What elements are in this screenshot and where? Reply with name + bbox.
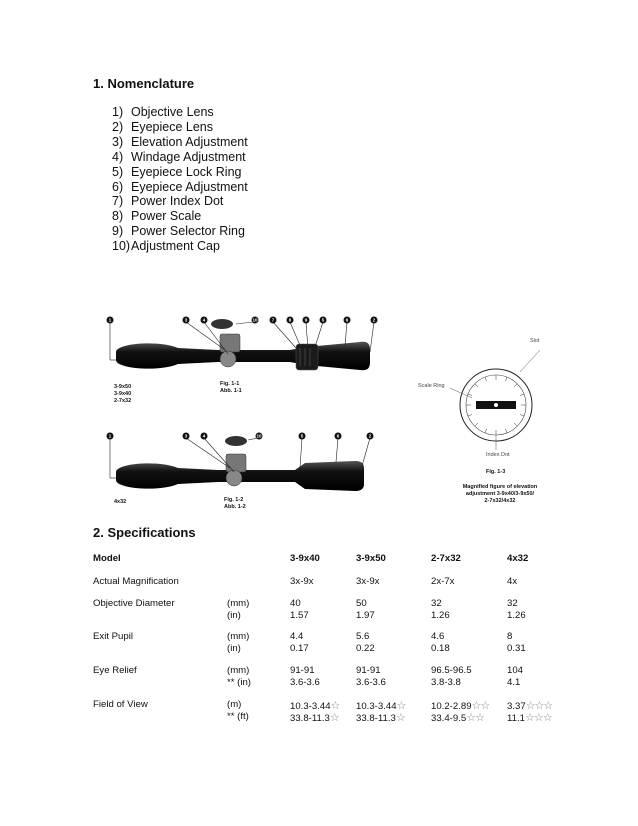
- index-dot-label: Index Dot: [486, 452, 510, 458]
- elevation-dial: [460, 369, 532, 441]
- slot-label: Slot: [530, 338, 540, 344]
- list-item: [112, 180, 248, 195]
- list-item: [112, 165, 248, 180]
- callout-number: 4: [202, 433, 206, 439]
- scale-ring-label: Scale Ring: [418, 383, 445, 389]
- fov-m-value: 10.3-3.44: [290, 701, 331, 712]
- callout-number: 6: [336, 433, 340, 439]
- fig3-description: adjustment 3-9x40/3-9x50/: [465, 491, 535, 497]
- spec-unit: (mm): [227, 631, 250, 642]
- star-icon: ☆: [329, 712, 339, 724]
- star-icon: ☆☆☆: [524, 712, 552, 724]
- spec-label: Actual Magnification: [93, 576, 179, 587]
- fov-ft-value: 33.8-11.3: [290, 713, 330, 724]
- spec-value: 0.17: [290, 643, 309, 654]
- callout-number: 1: [108, 433, 112, 439]
- spec-value: 96.5-96.5: [431, 665, 472, 676]
- spec-value: 40: [290, 598, 301, 609]
- callout-number: 6: [345, 317, 349, 323]
- model-label: 3-9x50: [114, 384, 132, 390]
- figure-caption: Fig. 1-3: [486, 469, 506, 475]
- item-label: Eyepiece Lens: [131, 119, 214, 134]
- spec-unit: ** (ft): [227, 711, 249, 722]
- item-label: Power Selector Ring: [131, 224, 245, 239]
- list-item: [112, 105, 248, 120]
- item-number: 6): [112, 179, 124, 194]
- spec-value: 4.1: [507, 677, 521, 688]
- specifications-title: 2. Specifications: [93, 525, 196, 540]
- item-label: Windage Adjustment: [131, 149, 246, 164]
- fov-ft-value: 11.1: [507, 713, 525, 724]
- fov-m-value: 10.3-3.44: [356, 701, 397, 712]
- callout-number: 10: [252, 317, 258, 323]
- scope-figures: [100, 310, 560, 520]
- star-icon: ☆☆: [471, 700, 490, 712]
- spec-header-col: 2-7x32: [431, 553, 461, 564]
- spec-unit: (mm): [227, 665, 250, 676]
- spec-header-col: 3-9x40: [290, 553, 320, 564]
- item-number: 10): [112, 239, 131, 254]
- callout-number: 9: [304, 317, 308, 323]
- spec-value: [356, 711, 405, 724]
- callout-number: 10: [256, 433, 262, 439]
- scope-fig1-2: [116, 433, 364, 491]
- scope-fig1-1: [116, 319, 370, 370]
- spec-value: 5.6: [356, 631, 370, 642]
- item-number: 3): [112, 134, 124, 149]
- fov-m-value: 3.37: [507, 701, 526, 712]
- spec-value: 8: [507, 631, 513, 642]
- spec-value: 2x-7x: [431, 576, 455, 587]
- item-label: Adjustment Cap: [131, 239, 220, 254]
- callout-number: 5: [321, 317, 325, 323]
- callout-dots-fig1-1: [107, 317, 378, 324]
- model-label: 2-7x32: [114, 398, 132, 404]
- spec-value: 32: [431, 598, 442, 609]
- figure-caption: Fig. 1-1: [220, 381, 240, 387]
- spec-value: 1.26: [507, 610, 526, 621]
- spec-header-col: 4x32: [507, 553, 529, 564]
- fig3-description: 2-7x32/4x32: [484, 498, 516, 504]
- spec-value: 32: [507, 598, 518, 609]
- spec-value: 91-91: [290, 665, 315, 676]
- callout-number: 7: [271, 317, 275, 323]
- model-label: 4x32: [114, 499, 127, 505]
- callout-number: 1: [108, 317, 112, 323]
- spec-unit: (in): [227, 643, 241, 654]
- spec-value: 0.18: [431, 643, 450, 654]
- callout-number: 3: [184, 317, 188, 323]
- spec-value: 1.57: [290, 610, 309, 621]
- figure-caption: Fig. 1-2: [224, 497, 244, 503]
- callout-numbers-fig1-1: [109, 318, 376, 323]
- spec-value: 3.6-3.6: [290, 677, 320, 688]
- list-item: [112, 194, 248, 209]
- spec-header-model: Model: [93, 553, 121, 564]
- spec-value: 1.97: [356, 610, 375, 621]
- nomenclature-list: [112, 105, 248, 254]
- fov-ft-value: 33.8-11.3: [356, 713, 396, 724]
- spec-value: [290, 711, 339, 724]
- spec-unit: (in): [227, 610, 241, 621]
- item-label: Objective Lens: [131, 105, 214, 119]
- fov-m-value: 10.2-2.89: [431, 701, 472, 712]
- spec-value: 0.22: [356, 643, 375, 654]
- callout-number: 2: [372, 317, 376, 323]
- fov-ft-value: 33.4-9.5: [431, 713, 467, 724]
- spec-value: [431, 711, 484, 724]
- spec-value: 50: [356, 598, 367, 609]
- item-label: Eyepiece Adjustment: [131, 179, 248, 194]
- spec-unit: (mm): [227, 598, 250, 609]
- spec-value: 3x-9x: [356, 576, 380, 587]
- spec-label: Eye Relief: [93, 665, 137, 676]
- callout-number: 5: [300, 433, 304, 439]
- list-item: [112, 120, 248, 135]
- star-icon: ☆: [395, 712, 405, 724]
- item-label: Eyepiece Lock Ring: [131, 164, 242, 179]
- figure-abb: Abb. 1-1: [220, 388, 242, 394]
- spec-value: 3x-9x: [290, 576, 314, 587]
- item-label: Power Scale: [131, 209, 202, 224]
- item-number: 5): [112, 164, 124, 179]
- list-item: [112, 135, 248, 150]
- spec-value: 4.4: [290, 631, 304, 642]
- list-item: [112, 209, 248, 224]
- item-number: 2): [112, 119, 124, 134]
- spec-value: 0.31: [507, 643, 526, 654]
- spec-unit: ** (in): [227, 677, 251, 688]
- star-icon: ☆☆☆: [525, 700, 553, 712]
- item-number: 8): [112, 209, 124, 224]
- spec-label: Field of View: [93, 699, 148, 710]
- item-label: Power Index Dot: [131, 194, 224, 209]
- spec-value: 4x: [507, 576, 518, 587]
- spec-value: 3.6-3.6: [356, 677, 386, 688]
- item-number: 7): [112, 194, 124, 209]
- spec-value: 3.8-3.8: [431, 677, 461, 688]
- fig3-description: Magnified figure of elevation: [462, 484, 538, 490]
- spec-value: 1.26: [431, 610, 450, 621]
- star-icon: ☆: [396, 700, 406, 712]
- callout-number: 2: [368, 433, 372, 439]
- item-number: 9): [112, 224, 124, 239]
- nomenclature-title: 1. Nomenclature: [93, 76, 195, 91]
- callout-number: 8: [288, 317, 292, 323]
- star-icon: ☆☆: [466, 712, 484, 724]
- item-label: Elevation Adjustment: [131, 134, 248, 149]
- model-label: 3-9x40: [114, 391, 132, 397]
- list-item: [112, 239, 248, 254]
- star-icon: ☆: [330, 700, 340, 712]
- spec-unit: (m): [227, 699, 242, 710]
- callout-number: 4: [202, 317, 206, 323]
- list-item: [112, 150, 248, 165]
- item-number: 4): [112, 149, 124, 164]
- spec-label: Objective Diameter: [93, 598, 175, 609]
- spec-value: 104: [507, 665, 524, 676]
- callout-number: 3: [184, 433, 188, 439]
- list-item: [112, 224, 248, 239]
- figure-abb: Abb. 1-2: [224, 504, 246, 510]
- spec-header-col: 3-9x50: [356, 553, 386, 564]
- spec-value: [507, 711, 552, 724]
- spec-label: Exit Pupil: [93, 631, 133, 642]
- item-number: 1): [112, 105, 124, 119]
- spec-value: 91-91: [356, 665, 381, 676]
- spec-value: 4.6: [431, 631, 445, 642]
